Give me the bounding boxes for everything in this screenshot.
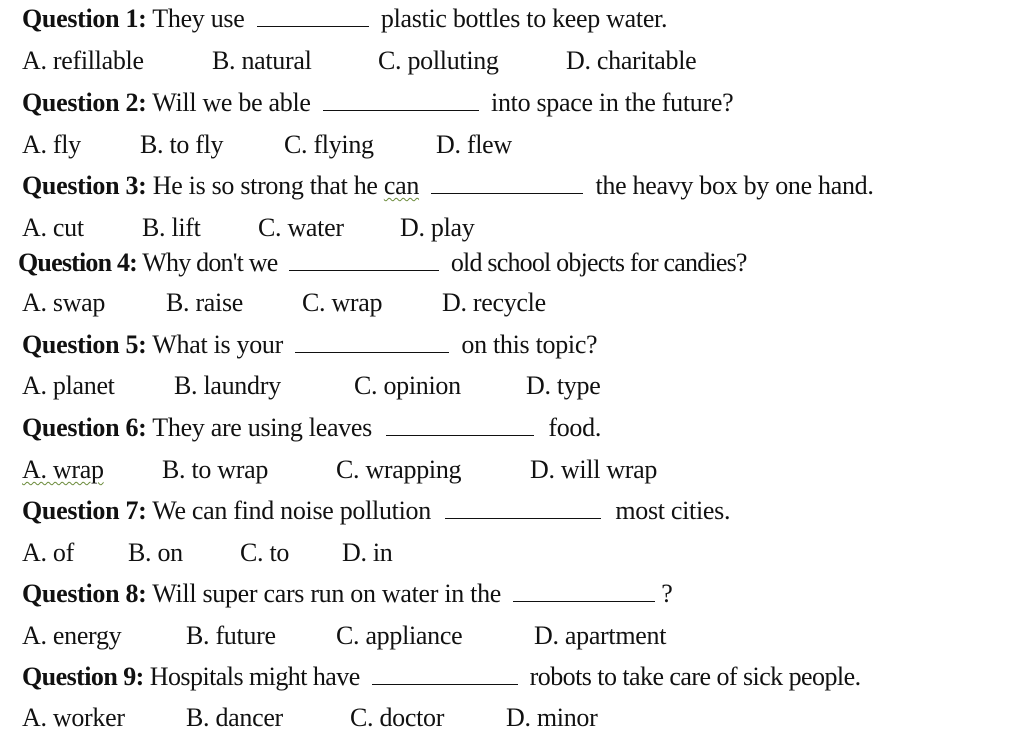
option-d: D. type [526, 371, 601, 400]
question-label: Question 9: [22, 662, 144, 691]
answer-blank [295, 334, 449, 353]
option-c: C. water [258, 213, 344, 242]
question-label: Question 3: [22, 171, 147, 200]
answer-blank [445, 500, 601, 519]
answer-blank [289, 252, 439, 271]
question-text-before: Hospitals might have [149, 662, 360, 691]
question-text-after: robots to take care of sick people. [529, 662, 861, 691]
option-d: D. minor [506, 703, 598, 732]
question-label: Question 1: [22, 4, 147, 33]
option-c: C. to [240, 538, 290, 567]
option-d: D. flew [436, 130, 512, 159]
question-text-after: food. [548, 413, 602, 442]
question-9 [22, 664, 861, 690]
question-label: Question 6: [22, 413, 147, 442]
answer-blank [513, 583, 655, 602]
option-a: A. energy [22, 621, 122, 650]
option-b: B. dancer [186, 703, 283, 732]
question-text-after: plastic bottles to keep water. [380, 4, 668, 33]
option-b: B. to fly [140, 130, 224, 159]
option-d: D. play [400, 213, 475, 242]
option-b: B. raise [166, 288, 244, 317]
option-c: C. opinion [354, 371, 461, 400]
question-label: Question 8: [22, 579, 147, 608]
question-text-before: Will super cars run on water in the [152, 579, 502, 608]
option-d: D. in [342, 538, 393, 567]
option-b: B. future [186, 621, 276, 650]
question-text-before: Why don't we [142, 248, 278, 277]
question-text-after: ? [661, 579, 673, 608]
question-1 [22, 6, 667, 32]
question-label: Question 5: [22, 330, 147, 359]
option-c: C. doctor [350, 703, 445, 732]
option-a: A. of [22, 538, 74, 567]
option-d: D. charitable [566, 46, 697, 75]
answer-blank [431, 175, 583, 194]
question-text-before: They are using leaves [152, 413, 372, 442]
question-label: Question 7: [22, 496, 147, 525]
option-c: C. polluting [378, 46, 499, 75]
option-a: A. fly [22, 130, 81, 159]
question-text-before: We can find noise pollution [152, 496, 431, 525]
question-text-after: most cities. [615, 496, 731, 525]
option-b: B. to wrap [162, 455, 269, 484]
question-7 [22, 498, 730, 524]
option-a: A. planet [22, 371, 115, 400]
question-text-before: What is your [152, 330, 283, 359]
option-d: D. will wrap [530, 455, 658, 484]
option-c: C. flying [284, 130, 374, 159]
question-text-after: the heavy box by one hand. [595, 171, 874, 200]
option-a: A. wrap [22, 455, 104, 484]
option-a: A. refillable [22, 46, 144, 75]
question-text-after: on this topic? [461, 330, 598, 359]
question-4 [18, 250, 747, 276]
option-d: D. recycle [442, 288, 546, 317]
option-a: A. swap [22, 288, 106, 317]
answer-blank [386, 417, 534, 436]
question-5 [22, 332, 597, 358]
question-text-after: into space in the future? [491, 88, 734, 117]
question-text-before: He is so strong that he [152, 171, 378, 200]
question-label: Question 2: [22, 88, 147, 117]
question-8 [22, 581, 672, 607]
question-text-before: They use [152, 4, 245, 33]
option-b: B. lift [142, 213, 201, 242]
answer-blank [323, 92, 479, 111]
question-6 [22, 415, 601, 441]
question-label: Question 4: [18, 248, 138, 277]
option-c: C. appliance [336, 621, 463, 650]
question-text-before: Will we be able [152, 88, 311, 117]
answer-blank [257, 8, 369, 27]
option-b: B. laundry [174, 371, 281, 400]
question-text-after: old school objects for candies? [450, 248, 747, 277]
question-2 [22, 90, 733, 116]
question-text-flagged-word: can [383, 171, 420, 200]
option-c: C. wrapping [336, 455, 462, 484]
option-d: D. apartment [534, 621, 667, 650]
option-a: A. cut [22, 213, 84, 242]
option-b: B. on [128, 538, 183, 567]
answer-blank [372, 666, 518, 685]
option-c: C. wrap [302, 288, 383, 317]
question-3 [22, 173, 874, 199]
option-a: A. worker [22, 703, 125, 732]
option-b: B. natural [212, 46, 312, 75]
